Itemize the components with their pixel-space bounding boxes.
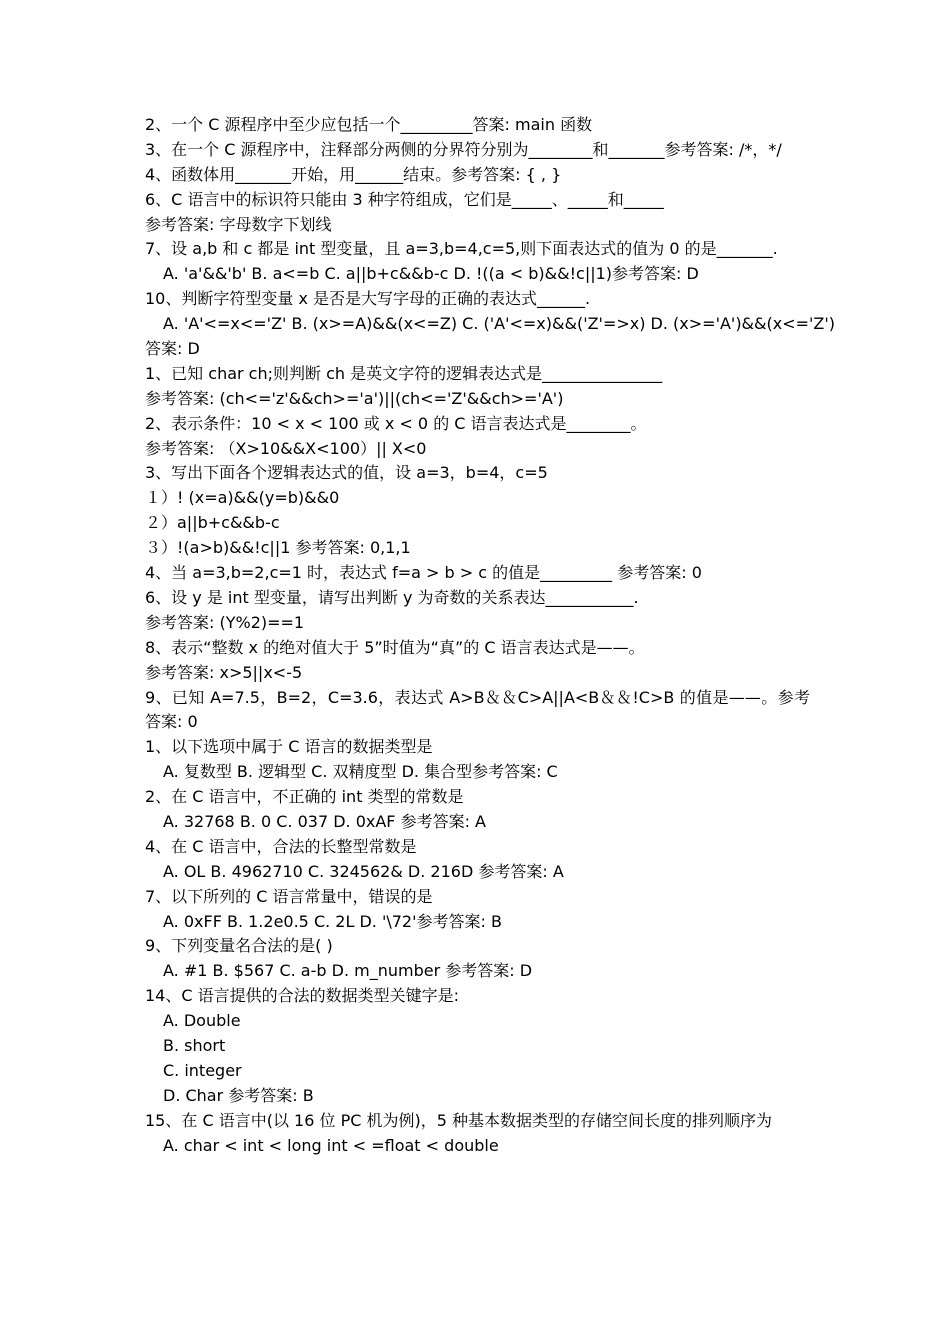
text-line: D. Char 参考答案: B: [163, 1085, 314, 1105]
text-line: A. 'a'&&'b' B. a<=b C. a||b+c&&b-c D. !((a < b)&&!c||1)参考答案: D: [163, 264, 699, 284]
text-line: 参考答案: 字母数字下划线: [145, 214, 332, 234]
text-line: 参考答案: x>5||x<-5: [145, 662, 303, 682]
text-line: 6、设 y 是 int 型变量，请写出判断 y 为奇数的关系表达___________.: [145, 587, 639, 607]
text-line: 参考答案: (ch<='z'&&ch>='a')||(ch<='Z'&&ch>='A'): [145, 388, 564, 408]
text-line: 4、函数体用_______开始，用______结束。参考答案: { , }: [145, 164, 562, 184]
text-line: A. #1 B. $567 C. a-b D. m_number 参考答案: D: [163, 961, 533, 981]
text-line: 9、已知 A=7.5，B=2，C=3.6，表达式 A>B＆＆C>A||A<B＆＆!C>B 的值是——。参考答案: 0: [145, 687, 810, 732]
text-line: 7、设 a,b 和 c 都是 int 型变量，且 a=3,b=4,c=5,则下面表达式的值为 0 的是_______.: [145, 239, 778, 259]
text-line: A. OL B. 4962710 C. 324562& D. 216D 参考答案: A: [163, 861, 564, 881]
text-line: 10、判断字符型变量 x 是否是大写字母的正确的表达式______.: [145, 289, 591, 309]
text-line: 1、以下选项中属于 C 语言的数据类型是: [145, 737, 433, 757]
text-line: A. Double: [163, 1011, 241, 1031]
text-line: 4、在 C 语言中，合法的长整型常数是: [145, 836, 417, 856]
text-line: 2、表示条件：10 < x < 100 或 x < 0 的 C 语言表达式是________。: [145, 413, 647, 433]
text-line: A. 0xFF B. 1.2e0.5 C. 2L D. '\72'参考答案: B: [163, 911, 502, 931]
document-body: [145, 113, 836, 1158]
text-line: 14、C 语言提供的合法的数据类型关键字是:: [145, 986, 460, 1006]
text-line: C. integer: [163, 1060, 242, 1080]
text-line: １）! (x=a)&&(y=b)&&0: [145, 488, 340, 508]
text-line: 答案: D: [145, 339, 200, 359]
text-line: A. 复数型 B. 逻辑型 C. 双精度型 D. 集合型参考答案: C: [163, 762, 558, 782]
text-line: A. 32768 B. 0 C. 037 D. 0xAF 参考答案: A: [163, 811, 487, 831]
text-line: 2、一个 C 源程序中至少应包括一个_________答案: main 函数: [145, 115, 593, 134]
text-line: 1、已知 char ch;则判断 ch 是英文字符的逻辑表达式是_______________: [145, 363, 663, 383]
text-line: A. char < int < long int < =float < double: [163, 1135, 499, 1155]
text-line: ３）!(a>b)&&!c||1 参考答案: 0,1,1: [145, 538, 411, 558]
text-line: A. 'A'<=x<='Z' B. (x>=A)&&(x<=Z) C. ('A'<=x)&&('Z'=>x) D. (x>='A')&&(x<='Z'): [163, 314, 836, 334]
text-line: 2、在 C 语言中，不正确的 int 类型的常数是: [145, 787, 464, 807]
text-line: 4、当 a=3,b=2,c=1 时，表达式 f=a > b > c 的值是_________ 参考答案: 0: [145, 563, 702, 583]
text-line: 3、写出下面各个逻辑表达式的值，设 a=3，b=4，c=5: [145, 463, 548, 483]
text-line: ２）a||b+c&&b-c: [145, 513, 280, 533]
text-line: 9、下列变量名合法的是( ): [145, 936, 333, 956]
text-line: 15、在 C 语言中(以 16 位 PC 机为例)，5 种基本数据类型的存储空间长度的排列顺序为: [145, 1110, 772, 1130]
text-line: B. short: [163, 1036, 226, 1055]
text-line: 8、表示“整数 x 的绝对值大于 5”时值为“真”的 C 语言表达式是——。: [145, 637, 645, 657]
text-line: 参考答案: (Y%2)==1: [145, 612, 305, 632]
text-line: 3、在一个 C 源程序中，注释部分两侧的分界符分别为________和_______参考答案: /*，*/: [145, 139, 782, 159]
text-line: 参考答案: （X>10&&X<100）|| X<0: [145, 438, 427, 458]
text-line: 7、以下所列的 C 语言常量中，错误的是: [145, 886, 433, 906]
text-line: 6、C 语言中的标识符只能由 3 种字符组成，它们是_____、_____和_____: [145, 189, 664, 209]
